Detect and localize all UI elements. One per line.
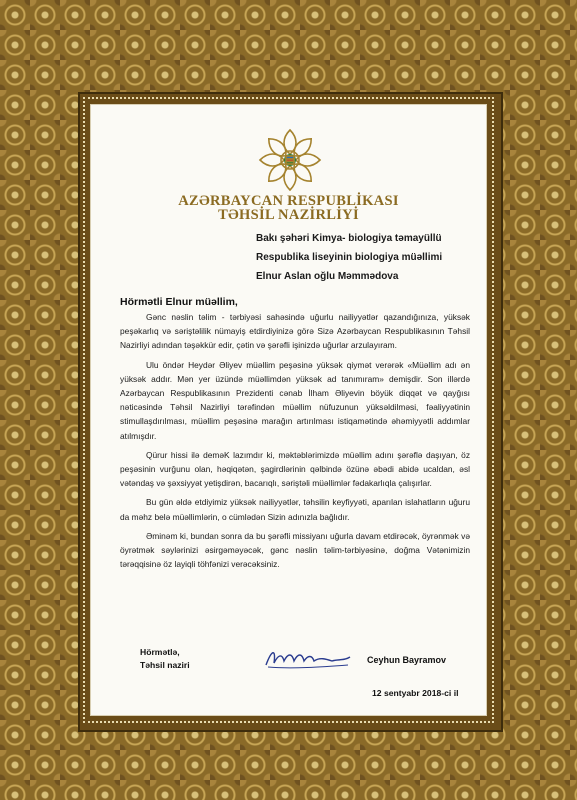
- letter-body: [120, 310, 470, 576]
- paragraph-3: Qürur hissi ilə deməK lazımdır ki, məktəblərimizdə müəllim adını şərəflə daşıyan, öz peşəsinin vurğunu olan, həqiqətən, şagirdlərinin qəlbində özünə əbədi abidə ucaldan, əsl vətəndaş və şəxsiyyət yetişdirən, bacarıqlı, səriştəli müəllimlər fədakarlıqla çalışırlar.: [120, 449, 470, 489]
- handwritten-signature: [262, 645, 352, 673]
- recipient-block: [256, 229, 486, 286]
- closing-line1: Hörmətlə,: [140, 647, 180, 657]
- recipient-line2: Respublika liseyinin biologiya müəllimi: [256, 252, 443, 263]
- paragraph-5: Əminəm ki, bundan sonra da bu şərəfli missiyanı uğurla davam etdirəcək, öyrənmək və öyrətmək səylərinizi əsirgəməyəcək, gənc nəslin təlim-tərbiyəsinə, doğma Vətənimizin tərəqqisinə öz layiqli töhfənizi verəcəksiniz.: [120, 530, 470, 570]
- greeting: Hörmətli Elnur müəllim,: [120, 296, 238, 308]
- paragraph-2: Ulu öndər Heydər Əliyev müəllim peşəsinə yüksək qiymət verərək «Müəllim adı ən yüksək addır. Mən yer üzündə müəllimdən yüksək ad tanımıram» demişdir. Son illərdə Azərbaycan Respublikasının Prezidenti cənab İlham Əliyevin böyük diqqət və qayğısı nəticəsində Təhsil Nazirliyi tərəfindən müəllim nüfuzunun yüksəldilməsi, fəaliyyətinin stimullaşdırılması, müəllim peşəsinə marağın artırılması istiqamətində əhəmiyyətli addımlar atılmışdır.: [120, 359, 470, 441]
- signer-name: Ceyhun Bayramov: [367, 655, 447, 665]
- letter-date: 12 sentyabr 2018-ci il: [372, 688, 459, 698]
- ministry-emblem-icon: [256, 126, 324, 194]
- recipient-line1: Bakı şəhəri Kimya- biologiya təmayüllü: [256, 233, 442, 244]
- ministry-name-line2: TƏHSİL NAZİRLİYİ: [218, 207, 359, 223]
- closing-block: [140, 646, 190, 672]
- recipient-line3: Elnur Aslan oğlu Məmmədova: [256, 271, 399, 282]
- paragraph-4: Bu gün əldə etdiyimiz yüksək nailiyyətlər, təhsilin keyfiyyəti, aparılan islahatların uğuru da məhz belə müəllimlərin, o cümlədən Sizin adınızla bağlıdır.: [120, 497, 470, 522]
- paragraph-1: Gənc nəslin təlim - tərbiyəsi sahəsində uğurlu nailiyyətlər qazandığınıza, yüksək peşəkarlıq və səriştəlilik nümayiş etdirdiyinizə görə Sizə Azərbaycan Respublikasının Təhsil Nazirliyi adından təşəkkür edir, çətin və şərəfli işinizdə uğurlar arzulayıram.: [120, 312, 470, 351]
- ministry-name-line1: AZƏRBAYCAN RESPUBLİKASI: [178, 193, 399, 209]
- closing-line2: Təhsil naziri: [140, 660, 190, 670]
